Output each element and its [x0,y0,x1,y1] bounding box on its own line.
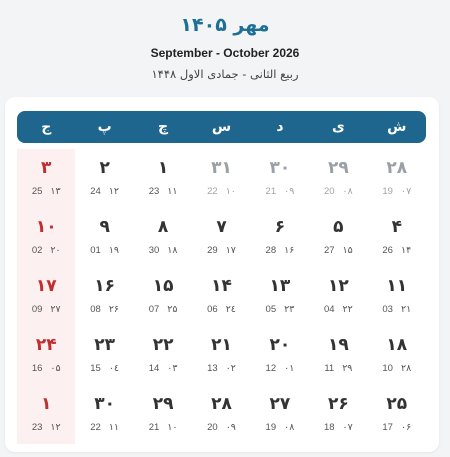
hijri-day-number: ۰۹ [284,186,295,197]
gregorian-day-number: 07 [148,304,160,315]
secondary-dates [75,363,133,374]
gregorian-day-number: 20 [207,422,218,433]
day-cell-holiday[interactable] [17,385,75,444]
persian-day-number: ۲۳ [94,335,116,355]
secondary-dates [192,186,250,197]
gregorian-day-number: 22 [90,422,101,433]
day-cell[interactable] [192,385,250,444]
hijri-day-number: ۲۵ [167,304,178,315]
hijri-day-number: ۲٤ [225,304,236,315]
hijri-day-number: ۰۲ [225,363,236,374]
persian-day-number: ۲۹ [327,158,349,178]
persian-day-number: ۲۲ [152,335,174,355]
day-cell[interactable] [251,208,309,267]
day-cell[interactable] [309,385,367,444]
secondary-dates [192,422,250,433]
secondary-dates [17,304,75,315]
persian-day-number: ۱۵ [152,276,174,296]
hijri-day-number: ۱۵ [342,245,353,256]
persian-day-number: ۲ [99,158,110,178]
hijri-day-number: ۱۳ [50,186,61,197]
day-cell-holiday[interactable] [17,326,75,385]
gregorian-day-number: 13 [207,363,218,374]
secondary-dates [75,245,133,256]
hijri-day-number: ۲۹ [342,363,353,374]
persian-day-number: ۲۹ [152,394,174,414]
persian-day-number: ۳ [41,158,52,178]
hijri-day-number: ۰۶ [400,422,412,433]
persian-day-number: ۱۶ [94,276,116,296]
gregorian-day-number: 27 [323,245,335,256]
gregorian-day-number: 23 [31,422,43,433]
persian-day-number: ۳۰ [269,158,291,178]
persian-day-number: ۱۹ [327,335,349,355]
secondary-dates [134,304,192,315]
weekday-label: پ [97,119,112,135]
weekday-label: د [276,119,284,135]
persian-day-number: ۱۷ [35,276,57,296]
gregorian-day-number: 16 [31,363,43,374]
hijri-day-number: ۲۰ [50,245,61,256]
gregorian-day-number: 19 [265,422,277,433]
secondary-dates [368,363,426,374]
hijri-day-number: ۱۴ [400,245,412,256]
secondary-dates [368,422,426,433]
gregorian-day-number: 17 [382,422,393,433]
persian-day-number: ۱ [41,394,52,414]
day-cell[interactable] [309,208,367,267]
secondary-dates [309,186,367,197]
weekday-label: ش [387,119,407,135]
secondary-dates [17,363,75,374]
day-cell[interactable] [251,149,309,208]
gregorian-day-number: 24 [90,186,101,197]
weekday-label: ی [331,119,345,135]
hijri-day-number: ۱۹ [108,245,120,256]
persian-day-number: ۱۰ [35,217,57,237]
day-cell[interactable] [192,149,250,208]
day-cell[interactable] [75,149,133,208]
secondary-dates [17,422,75,433]
gregorian-day-number: 12 [265,363,277,374]
day-cell[interactable] [368,267,426,326]
persian-day-number: ۳۱ [211,158,232,178]
weekday-label: چ [158,119,169,135]
day-cell[interactable] [75,267,133,326]
day-cell[interactable] [309,267,367,326]
day-cell[interactable] [134,149,192,208]
secondary-dates [17,186,75,197]
gregorian-day-number: 08 [90,304,101,315]
gregorian-day-number: 19 [382,186,393,197]
hijri-day-number: ۰۵ [50,363,61,374]
hijri-day-number: ۰۹ [225,422,236,433]
day-cell[interactable] [75,326,133,385]
persian-day-number: ۱۴ [211,276,232,296]
hijri-day-number: ۰۸ [284,422,295,433]
day-cell[interactable] [368,326,426,385]
hijri-day-number: ۱۲ [50,422,61,433]
day-cell[interactable] [192,267,250,326]
month-title: مهر ۱۴۰۵ [180,14,270,36]
secondary-dates [368,304,426,315]
secondary-dates [75,304,133,315]
day-cell[interactable] [309,149,367,208]
gregorian-day-number: 22 [207,186,218,197]
hijri-day-number: ۰۷ [400,186,412,197]
persian-day-number: ۱۱ [386,276,408,296]
day-cell[interactable] [309,326,367,385]
persian-day-number: ۲۷ [269,394,291,414]
day-cell[interactable] [251,326,309,385]
persian-day-number: ۴ [391,217,402,237]
gregorian-day-number: 01 [90,245,101,256]
persian-day-number: ۷ [216,217,227,237]
secondary-dates [368,245,426,256]
hijri-day-number: ۲۲ [342,304,353,315]
hijri-day-number: ۱۶ [284,245,295,256]
day-cell[interactable] [251,385,309,444]
secondary-dates [251,422,309,433]
persian-day-number: ۲۵ [386,394,408,414]
gregorian-day-number: 10 [382,363,393,374]
day-cell[interactable] [134,267,192,326]
day-cell[interactable] [192,208,250,267]
gregorian-day-number: 15 [90,363,101,374]
secondary-dates [134,186,192,197]
persian-day-number: ۱۲ [327,276,349,296]
hijri-day-number: ۲۳ [284,304,295,315]
secondary-dates [75,186,133,197]
persian-day-number: ۱۳ [269,276,291,296]
gregorian-day-number: 21 [148,422,160,433]
persian-day-number: ۱۸ [386,335,408,355]
hijri-day-number: ۱۲ [108,186,120,197]
secondary-dates [251,186,309,197]
gregorian-day-number: 30 [148,245,160,256]
secondary-dates [368,186,426,197]
day-cell-holiday[interactable] [17,208,75,267]
day-cell[interactable] [368,208,426,267]
hijri-day-number: ۱۷ [225,245,236,256]
day-cell[interactable] [192,326,250,385]
gregorian-range: September - October 2026 [150,46,300,60]
secondary-dates [134,245,192,256]
day-cell[interactable] [75,385,133,444]
persian-day-number: ۲۰ [269,335,291,355]
secondary-dates [251,363,309,374]
day-cell[interactable] [368,385,426,444]
gregorian-day-number: 20 [323,186,335,197]
secondary-dates [309,304,367,315]
hijri-day-number: ۰۱ [284,363,295,374]
hijri-day-number: ۲۸ [400,363,412,374]
secondary-dates [251,304,309,315]
day-cell[interactable] [134,326,192,385]
persian-day-number: ۹ [99,217,110,237]
secondary-dates [134,363,192,374]
day-cell[interactable] [134,385,192,444]
persian-day-number: ۶ [274,217,286,237]
gregorian-day-number: 21 [265,186,277,197]
hijri-day-number: ۰۷ [342,422,353,433]
gregorian-day-number: 14 [148,363,160,374]
secondary-dates [309,363,367,374]
persian-day-number: ۲۸ [211,394,232,414]
secondary-dates [309,422,367,433]
persian-day-number: ۲۶ [327,394,349,414]
secondary-dates [134,422,192,433]
secondary-dates [309,245,367,256]
hijri-day-number: ۰۳ [167,363,178,374]
gregorian-day-number: 26 [382,245,393,256]
persian-day-number: ۸ [157,217,169,237]
hijri-day-number: ۱۱ [108,422,120,433]
hijri-day-number: ۱۸ [167,245,178,256]
hijri-day-number: ۱۰ [167,422,178,433]
weekday-bar [17,111,426,143]
day-cell[interactable] [134,208,192,267]
hijri-day-number: ۱۰ [225,186,236,197]
day-cell[interactable] [251,267,309,326]
secondary-dates [192,304,250,315]
gregorian-day-number: 23 [148,186,160,197]
hijri-day-number: ۲۷ [50,304,61,315]
secondary-dates [251,245,309,256]
persian-day-number: ۲۸ [386,158,408,178]
hijri-range: ربیع الثانی - جمادی الاول ۱۴۴۸ [151,67,299,81]
hijri-day-number: ۲۱ [400,304,412,315]
gregorian-day-number: 02 [31,245,43,256]
persian-day-number: ۲۱ [211,335,232,355]
gregorian-day-number: 05 [265,304,277,315]
weekday-label: س [211,119,232,135]
day-cell-holiday[interactable] [17,267,75,326]
gregorian-day-number: 29 [207,245,218,256]
calendar-grid [17,149,426,444]
gregorian-day-number: 06 [207,304,218,315]
hijri-day-number: ۰٤ [108,363,120,374]
persian-day-number: ۵ [333,217,344,237]
day-cell[interactable] [75,208,133,267]
persian-day-number: ۲۴ [35,335,57,355]
day-cell-holiday[interactable] [17,149,75,208]
gregorian-day-number: 18 [323,422,335,433]
gregorian-day-number: 09 [31,304,43,315]
secondary-dates [192,245,250,256]
day-cell[interactable] [368,149,426,208]
hijri-day-number: ۰۸ [342,186,353,197]
gregorian-day-number: 28 [265,245,277,256]
persian-day-number: ۱ [157,158,169,178]
hijri-day-number: ۱۱ [167,186,178,197]
gregorian-day-number: 25 [31,186,43,197]
secondary-dates [75,422,133,433]
persian-day-number: ۳۰ [94,394,116,414]
gregorian-day-number: 03 [382,304,393,315]
hijri-day-number: ۲۶ [108,304,120,315]
weekday-label: ج [41,119,52,135]
gregorian-day-number: 04 [323,304,335,315]
gregorian-day-number: 11 [324,363,335,374]
secondary-dates [17,245,75,256]
secondary-dates [192,363,250,374]
